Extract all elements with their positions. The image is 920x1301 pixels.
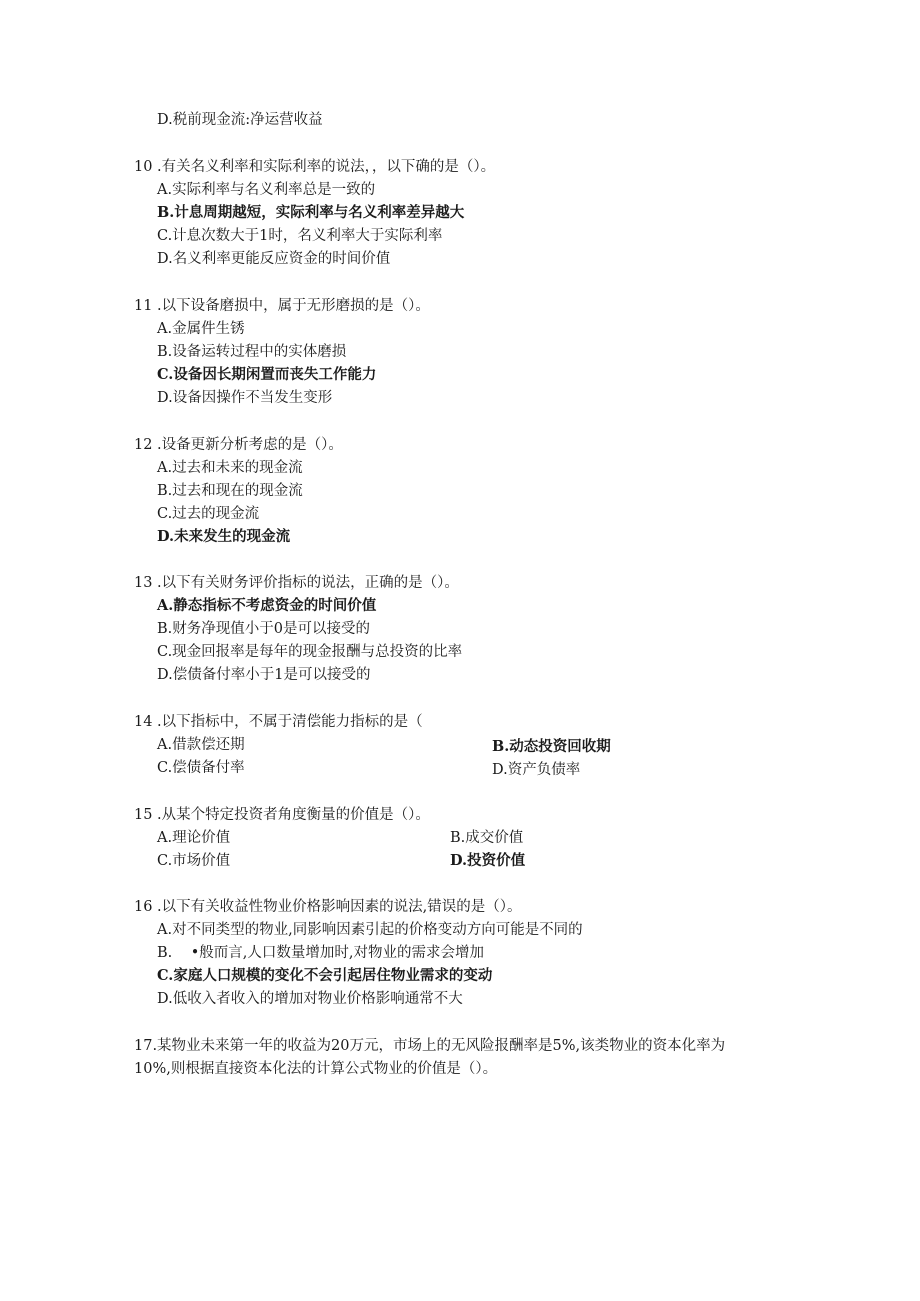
- q10-option-b: B.计息周期越短，实际利率与名义利率差异越大: [157, 204, 465, 221]
- q14-option-b: B.动态投资回收期: [492, 738, 611, 755]
- q14-option-d: D.资产负债率: [492, 762, 581, 778]
- q11-option-b: B.设备运转过程中的实体磨损: [157, 344, 347, 360]
- q16-option-b: B. •般而言,人口数量增加时,对物业的需求会增加: [157, 945, 484, 961]
- q10-option-a: A.实际利率与名义利率总是一致的: [157, 182, 376, 198]
- q13-option-a: A.静态指标不考虑资金的时间价值: [157, 597, 377, 614]
- q12-stem: 12 .设备更新分析考虑的是（）。: [134, 437, 343, 453]
- q10-stem: 10 .有关名义利率和实际利率的说法，，以下确的是（）。: [134, 159, 496, 175]
- q15-option-d: D.投资价值: [450, 852, 526, 869]
- q14-option-c: C.偿债备付率: [157, 760, 245, 776]
- q12-option-d: D.未来发生的现金流: [157, 528, 291, 545]
- q12-option-c: C.过去的现金流: [157, 506, 260, 522]
- q15-stem: 15 .从某个特定投资者角度衡量的价值是（）。: [134, 807, 430, 823]
- q16-option-d: D.低收入者收入的增加对物业价格影响通常不大: [157, 991, 463, 1007]
- q15-option-c: C.市场价值: [157, 853, 231, 869]
- q10-option-d: D.名义利率更能反应资金的时间价值: [157, 251, 391, 267]
- q16-option-c: C.家庭人口规模的变化不会引起居住物业需求的变动: [157, 967, 493, 984]
- q11-option-c: C.设备因长期闲置而丧失工作能力: [157, 366, 377, 383]
- q11-option-a: A.金属件生锈: [157, 321, 245, 337]
- q12-option-a: A.过去和未来的现金流: [157, 460, 303, 476]
- q13-option-d: D.偿债备付率小于1是可以接受的: [157, 667, 371, 683]
- q10-option-c: C.计息次数大于1时，名义利率大于实际利率: [157, 228, 443, 244]
- q16-option-a: A.对不同类型的物业,同影响因素引起的价格变动方向可能是不同的: [157, 922, 583, 938]
- q13-stem: 13 .以下有关财务评价指标的说法，正确的是（）。: [134, 575, 459, 591]
- q13-option-c: C.现金回报率是每年的现金报酬与总投资的比率: [157, 644, 463, 660]
- q11-stem: 11 .以下设备磨损中，属于无形磨损的是（）。: [134, 298, 430, 314]
- q13-option-b: B.财务净现值小于0是可以接受的: [157, 621, 370, 637]
- q14-option-a: A.借款偿还期: [157, 737, 245, 753]
- q12-option-b: B.过去和现在的现金流: [157, 483, 303, 499]
- q17-stem-line-1: 17.某物业未来第一年的收益为20万元，市场上的无风险报酬率是5%,该类物业的资本化率为: [134, 1038, 726, 1054]
- q15-option-a: A.理论价值: [157, 830, 231, 846]
- q15-option-b: B.成交价值: [450, 830, 524, 846]
- q17-stem-line-2: 10%,则根据直接资本化法的计算公式物业的价值是（）。: [134, 1061, 498, 1077]
- q11-option-d: D.设备因操作不当发生变形: [157, 390, 333, 406]
- prev-option-d: D.税前现金流:净运营收益: [157, 112, 323, 128]
- q16-stem: 16 .以下有关收益性物业价格影响因素的说法,错误的是（）。: [134, 899, 522, 915]
- q14-stem: 14 .以下指标中，不属于清偿能力指标的是（: [134, 714, 423, 730]
